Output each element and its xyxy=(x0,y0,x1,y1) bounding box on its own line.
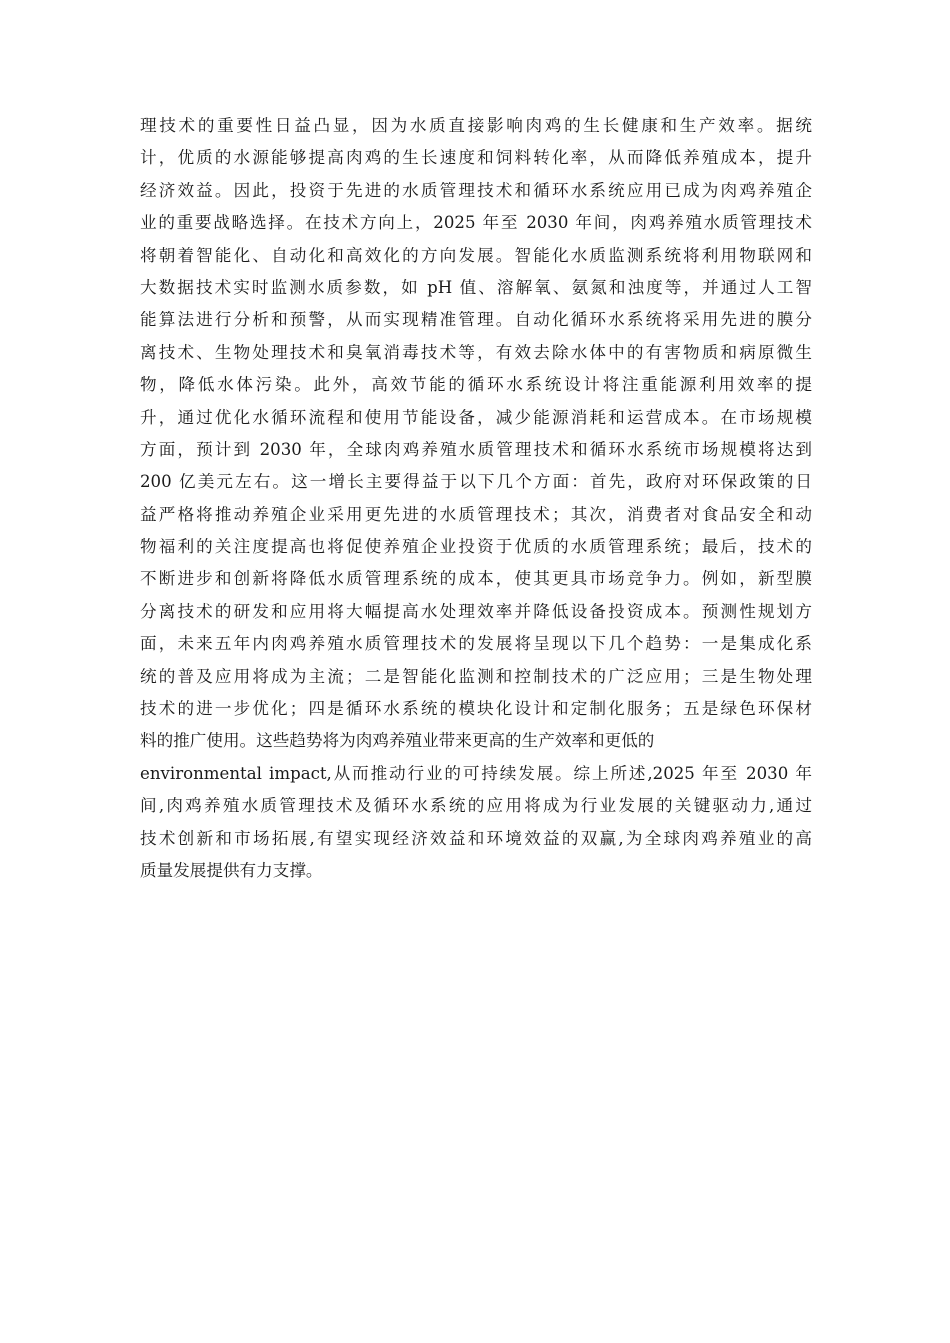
text-line: 将朝着智能化、自动化和高效化的方向发展。智能化水质监测系统将利用物联网和 xyxy=(140,245,812,265)
text-line: 物福利的关注度提高也将促使养殖企业投资于优质的水质管理系统；最后，技术的 xyxy=(140,537,812,557)
text-line: 能算法进行分析和预警，从而实现精准管理。自动化循环水系统将采用先进的膜分 xyxy=(140,310,812,330)
text-line: 益严格将推动养殖企业采用更先进的水质管理技术；其次，消费者对食品安全和动 xyxy=(140,504,812,524)
text-line: 计，优质的水源能够提高肉鸡的生长速度和饲料转化率，从而降低养殖成本，提升 xyxy=(140,148,812,168)
text-line: 理技术的重要性日益凸显，因为水质直接影响肉鸡的生长健康和生产效率。据统 xyxy=(140,116,812,135)
text-line: 技术的进一步优化；四是循环水系统的模块化设计和定制化服务；五是绿色环保材 xyxy=(140,699,812,719)
text-line: 200 亿美元左右。这一增长主要得益于以下几个方面：首先，政府对环保政策的日 xyxy=(140,472,812,492)
text-line: 经济效益。因此，投资于先进的水质管理技术和循环水系统应用已成为肉鸡养殖企 xyxy=(140,180,812,200)
text-line: 分离技术的研发和应用将大幅提高水处理效率并降低设备投资成本。预测性规划方 xyxy=(140,601,812,621)
text-line: 方面，预计到 2030 年，全球肉鸡养殖水质管理技术和循环水系统市场规模将达到 xyxy=(140,439,812,459)
text-line: 料的推广使用。这些趋势将为肉鸡养殖业带来更高的生产效率和更低的 xyxy=(140,731,655,751)
text-line: 统的普及应用将成为主流；二是智能化监测和控制技术的广泛应用；三是生物处理 xyxy=(140,666,812,686)
text-line: 间,肉鸡养殖水质管理技术及循环水系统的应用将成为行业发展的关键驱动力,通过 xyxy=(140,796,812,816)
text-line: 业的重要战略选择。在技术方向上，2025 年至 2030 年间，肉鸡养殖水质管理技术 xyxy=(140,213,812,233)
text-line: 技术创新和市场拓展,有望实现经济效益和环境效益的双赢,为全球肉鸡养殖业的高 xyxy=(140,828,812,848)
text-line: 不断进步和创新将降低水质管理系统的成本，使其更具市场竞争力。例如，新型膜 xyxy=(140,569,812,589)
text-line: 物，降低水体污染。此外，高效节能的循环水系统设计将注重能源利用效率的提 xyxy=(140,375,812,395)
body-paragraph xyxy=(140,110,812,887)
text-line: 大数据技术实时监测水质参数，如 pH 值、溶解氧、氨氮和浊度等，并通过人工智 xyxy=(140,277,812,297)
text-line: 升，通过优化水循环流程和使用节能设备，减少能源消耗和运营成本。在市场规模 xyxy=(140,407,812,427)
text-line: environmental impact,从而推动行业的可持续发展。综上所述,2025 年至 2030 年 xyxy=(140,763,812,783)
text-line: 面，未来五年内肉鸡养殖水质管理技术的发展将呈现以下几个趋势：一是集成化系 xyxy=(140,634,812,654)
text-line: 离技术、生物处理技术和臭氧消毒技术等，有效去除水体中的有害物质和病原微生 xyxy=(140,342,812,362)
text-line: 质量发展提供有力支撑。 xyxy=(140,860,323,880)
